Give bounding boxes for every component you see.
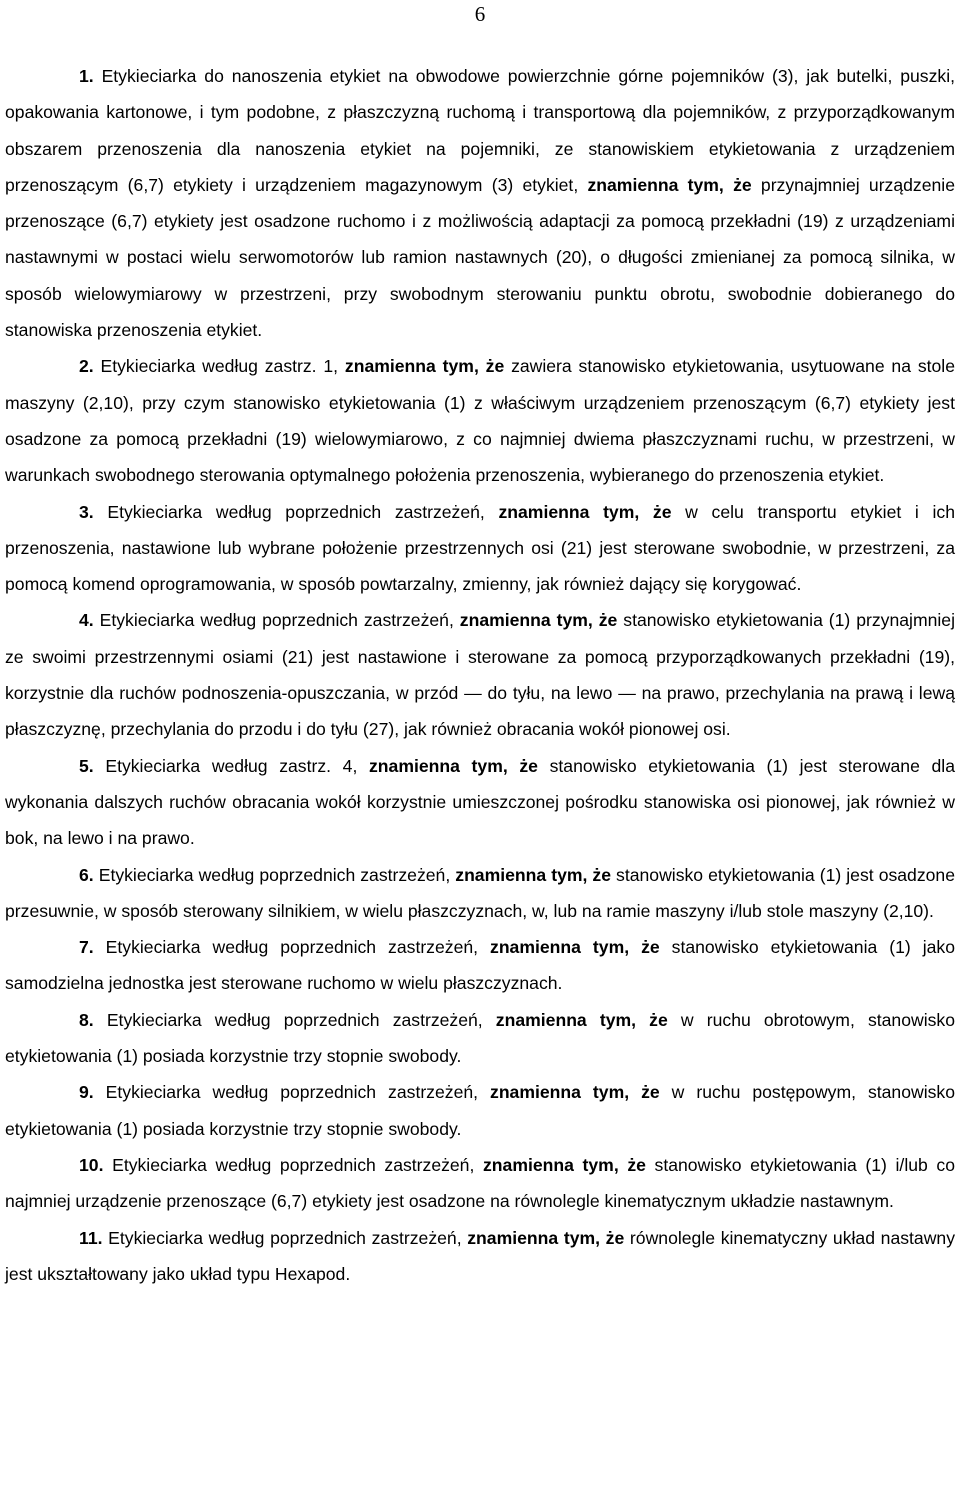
claim-text-continued: w celu transportu etykiet i ich przenoszenia, nastawione lub wybrane położenie przestrzennych osi (21) jest sterowane swobodnie, w przestrzeni, za pomocą komend oprogramowania, w sposób powtarzalny, zmienny, jak również dający się korygować. [5, 501, 955, 595]
claim-text-continued: stanowisko etykietowania (1) jako samodzielna jednostka jest sterowane ruchomo w wielu płaszczyznach. [5, 937, 956, 994]
claim-text-continued: stanowisko etykietowania (1) przynajmniej ze swoimi przestrzennymi osiami (21) jest nastawione i sterowane za pomocą przyporządkowanych przekładni (19), korzystnie dla ruchów podnoszenia-opuszczania, w przód — do tyłu, na lewo — na prawo, przechylania na prawą i lewą płaszczyznę, przechylania do przodu i do tyłu (27), jak również obracania wokół pionowej osi. [5, 610, 955, 740]
claim-6 [5, 857, 955, 930]
claim-text-continued: zawiera stanowisko etykietowania, usytuowane na stole maszyny (2,10), przy czym stanowisko etykietowania (1) z właściwym urządzeniem przenoszącym (6,7) etykiety jest osadzone za pomocą przekładni (19) wielowymiarowo, z co najmniej dwiema płaszczyznami ruchu, w przestrzeni, w warunkach swobodnego sterowania optymalnego położenia przenoszenia, wybieranego do przenoszenia etykiet. [5, 356, 955, 486]
claim-characterizing-phrase: znamienna tym, że [368, 755, 538, 776]
claim-10 [5, 1147, 955, 1220]
claim-text-continued: w ruchu obrotowym, stanowisko etykietowania (1) posiada korzystnie trzy stopnie swobody. [5, 1009, 955, 1067]
claims-list [5, 58, 955, 1292]
claim-characterizing-phrase: znamienna tym, że [490, 1082, 660, 1103]
claim-number: 10. [79, 1154, 104, 1175]
claim-8 [5, 1002, 955, 1075]
claim-characterizing-phrase: znamienna tym, że [498, 501, 672, 522]
page-number: 6 [474, 2, 486, 26]
claim-9 [5, 1074, 955, 1147]
claim-text: Etykieciarka według poprzednich zastrzeżeń, [93, 610, 460, 631]
claim-3 [5, 494, 955, 603]
claim-text-continued: stanowisko etykietowania (1) jest osadzone przesuwnie, w sposób sterowany silnikiem, w wielu płaszczyznach, w, lub na ramie maszyny i/lub stole maszyny (2,10). [5, 864, 955, 921]
claim-5 [5, 748, 955, 857]
claim-text: Etykieciarka według zastrz. 1, [93, 356, 345, 377]
claim-1 [5, 58, 955, 348]
claim-number: 3. [79, 501, 94, 522]
claim-11 [5, 1220, 955, 1293]
claim-number: 7. [79, 937, 94, 958]
claim-number: 9. [79, 1082, 94, 1103]
claim-text-continued: w ruchu postępowym, stanowisko etykietowania (1) posiada korzystnie trzy stopnie swobody. [5, 1082, 955, 1139]
claim-number: 1. [79, 66, 94, 86]
claim-text-continued: stanowisko etykietowania (1) i/lub co najmniej urządzenie przenoszące (6,7) etykiety jest osadzone na równolegle kinematycznym układzie nastawnym. [5, 1154, 955, 1212]
claim-characterizing-phrase: znamienna tym, że [455, 864, 612, 885]
claim-text-continued: stanowisko etykietowania (1) jest sterowane dla wykonania dalszych ruchów obracania wokół korzystnie umieszczonej pośrodku stanowiska osi pionowej, jak również w bok, na lewo i na prawo. [5, 755, 955, 849]
claim-text: Etykieciarka według poprzednich zastrzeżeń, [93, 1009, 496, 1030]
claim-number: 2. [79, 356, 94, 377]
claim-characterizing-phrase: znamienna tym, że [482, 1154, 646, 1175]
claim-7 [5, 929, 955, 1002]
claim-characterizing-phrase: znamienna tym, że [459, 610, 618, 631]
claim-text: Etykieciarka według poprzednich zastrzeżeń, [93, 501, 499, 522]
claim-text: Etykieciarka według poprzednich zastrzeżeń, [93, 864, 456, 885]
claim-text: Etykieciarka według zastrz. 4, [93, 755, 369, 776]
claim-characterizing-phrase: znamienna tym, że [467, 1227, 625, 1248]
claim-text-continued: równolegle kinematyczny układ nastawny jest ukształtowany jako układ typu Hexapod. [5, 1227, 955, 1284]
claim-text: Etykieciarka według poprzednich zastrzeżeń, [102, 1227, 468, 1248]
claim-text: Etykieciarka według poprzednich zastrzeżeń, [93, 1082, 491, 1103]
claim-number: 8. [79, 1009, 94, 1030]
claim-text: Etykieciarka według poprzednich zastrzeżeń, [93, 937, 491, 958]
claim-4 [5, 602, 955, 747]
claim-number: 4. [79, 610, 94, 631]
claim-number: 6. [79, 864, 94, 885]
claim-number: 5. [79, 755, 94, 776]
claim-text: Etykieciarka do nanoszenia etykiet na obwodowe powierzchnie górne pojemników (3), jak butelki, puszki, opakowania kartonowe, i tym podobne, z płaszczyzną ruchomą i transportową dla pojemników, z przyporządkowanym obszarem przenoszenia dla nanoszenia etykiet na pojemniki, ze stanowiskiem etykietowania z urządzeniem przenoszącym (6,7) etykiety i urządzeniem magazynowym (3) etykiet, [5, 66, 955, 195]
claim-2 [5, 348, 955, 493]
claim-characterizing-phrase: znamienna tym, że [490, 937, 660, 958]
claim-characterizing-phrase: znamienna tym, że [587, 174, 752, 195]
claim-characterizing-phrase: znamienna tym, że [495, 1009, 668, 1030]
claim-number: 11. [79, 1227, 103, 1248]
claim-text: Etykieciarka według poprzednich zastrzeżeń, [103, 1154, 483, 1175]
claim-text-continued: przynajmniej urządzenie przenoszące (6,7) etykiety jest osadzone ruchomo i z możliwością adaptacji za pomocą przekładni (19) z urządzeniami nastawnymi w postaci wielu serwomotorów lub ramion nastawnych (20), o długości zmienianej za pomocą silnika, w sposób wielowymiarowy w przestrzeni, przy swobodnym sterowaniu punktu obrotu, swobodnie dobieranego do stanowiska przenoszenia etykiet. [5, 174, 955, 341]
claim-characterizing-phrase: znamienna tym, że [344, 356, 505, 377]
